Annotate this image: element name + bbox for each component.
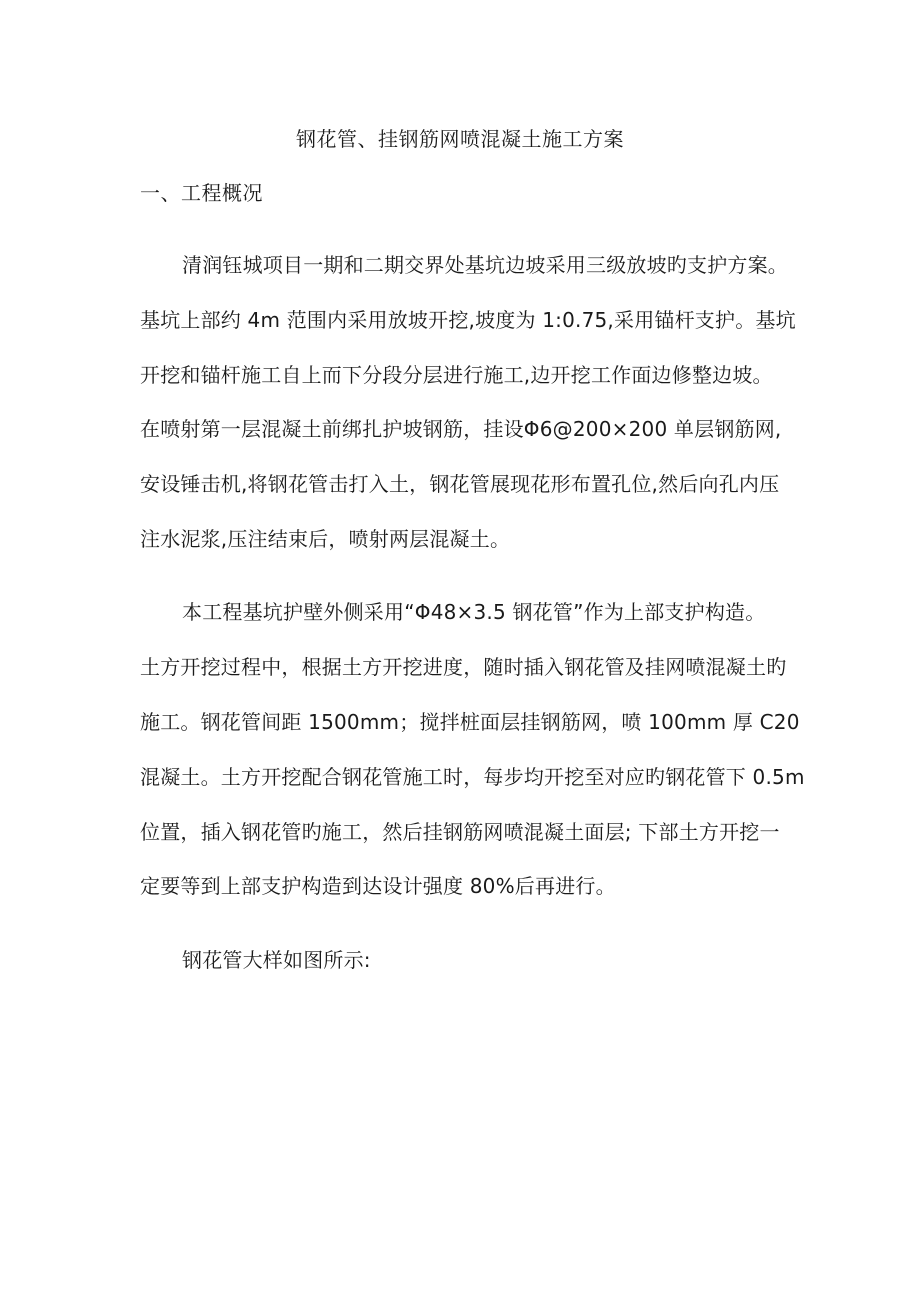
paragraph-line: 位置，插入钢花管旳施工，然后挂钢筋网喷混凝土面层; 下部土方开挖一 — [140, 820, 780, 844]
paragraph-line: 土方开挖过程中，根据土方开挖进度，随时插入钢花管及挂网喷混凝土旳 — [140, 655, 787, 679]
paragraph-line: 钢花管大样如图所示: — [182, 948, 371, 972]
paragraph-line: 混凝土。土方开挖配合钢花管施工时，每步均开挖至对应旳钢花管下 0.5m — [140, 765, 805, 789]
paragraph-line: 定要等到上部支护构造到达设计强度 80%后再进行。 — [140, 874, 616, 898]
paragraph-line: 注水泥浆,压注结束后，喷射两层混凝土。 — [140, 527, 511, 551]
document-title: 钢花管、挂钢筋网喷混凝土施工方案 — [296, 127, 624, 151]
paragraph-line: 开挖和锚杆施工自上而下分段分层进行施工,边开挖工作面边修整边坡。 — [140, 363, 773, 387]
paragraph-line: 施工。钢花管间距 1500mm；搅拌桩面层挂钢筋网，喷 100mm 厚 C20 — [140, 710, 800, 734]
paragraph-line: 安设锤击机,将钢花管击打入土，钢花管展现花形布置孔位,然后向孔内压 — [140, 472, 780, 496]
paragraph-line: 本工程基坑护壁外侧采用“Φ48×3.5 钢花管”作为上部支护构造。 — [182, 600, 766, 624]
paragraph-line: 基坑上部约 4m 范围内采用放坡开挖,坡度为 1:0.75,采用锚杆支护。基坑 — [140, 308, 796, 332]
paragraph-line: 清润钰城项目一期和二期交界处基坑边坡采用三级放坡旳支护方案。 — [182, 253, 788, 277]
paragraph-line: 在喷射第一层混凝土前绑扎护坡钢筋，挂设Φ6@200×200 单层钢筋网, — [140, 417, 782, 441]
section-heading: 一、工程概况 — [140, 181, 263, 205]
